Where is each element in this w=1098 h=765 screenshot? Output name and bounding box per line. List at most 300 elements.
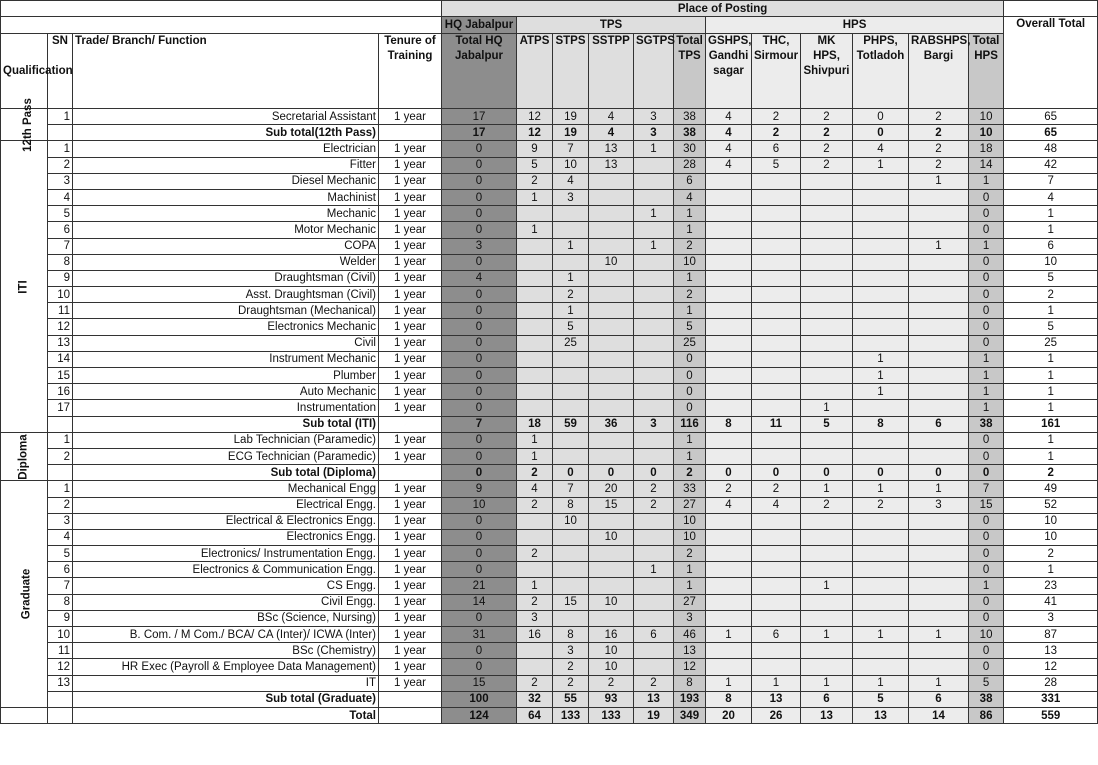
sgtps-cell: 2 bbox=[634, 497, 674, 513]
thc-cell bbox=[752, 659, 801, 675]
sgtps-cell: 1 bbox=[634, 562, 674, 578]
table-row bbox=[1, 448, 1098, 464]
sstpp-cell bbox=[589, 303, 634, 319]
sn-cell: 8 bbox=[48, 254, 73, 270]
total-tps-cell: 1 bbox=[674, 270, 706, 286]
mk-hps-cell bbox=[801, 319, 853, 335]
mk-hps-cell bbox=[801, 368, 853, 384]
rabshps-cell bbox=[909, 287, 969, 303]
thc-cell: 13 bbox=[752, 691, 801, 707]
sstpp-cell bbox=[589, 400, 634, 416]
sn-cell: 6 bbox=[48, 222, 73, 238]
mk-hps-cell bbox=[801, 529, 853, 545]
trade-cell: Draughtsman (Civil) bbox=[73, 270, 379, 286]
tenure-cell: 1 year bbox=[379, 157, 442, 173]
table-row bbox=[1, 303, 1098, 319]
overall-total-cell: 1 bbox=[1004, 384, 1098, 400]
total-hps-cell: 1 bbox=[969, 368, 1004, 384]
total-tps-cell: 3 bbox=[674, 610, 706, 626]
total-hps-cell: 0 bbox=[969, 206, 1004, 222]
phps-cell: 4 bbox=[853, 141, 909, 157]
thc-cell bbox=[752, 270, 801, 286]
total-hq-cell: 0 bbox=[442, 319, 517, 335]
overall-total-cell: 2 bbox=[1004, 465, 1098, 481]
total-hps-cell: 0 bbox=[969, 287, 1004, 303]
total-hps-cell: 10 bbox=[969, 627, 1004, 643]
gshps-cell bbox=[706, 173, 752, 189]
sn-cell: 3 bbox=[48, 513, 73, 529]
stps-cell: 5 bbox=[553, 319, 589, 335]
atps-cell bbox=[517, 368, 553, 384]
gshps-cell bbox=[706, 578, 752, 594]
gshps-cell bbox=[706, 206, 752, 222]
total-tps-cell: 1 bbox=[674, 303, 706, 319]
thc-cell: 2 bbox=[752, 125, 801, 141]
rabshps-cell bbox=[909, 368, 969, 384]
rabshps-cell bbox=[909, 529, 969, 545]
overall-total-cell: 1 bbox=[1004, 562, 1098, 578]
gshps-cell: 8 bbox=[706, 416, 752, 432]
atps-cell: 1 bbox=[517, 189, 553, 205]
stps-cell: 7 bbox=[553, 141, 589, 157]
total-hps-cell: 0 bbox=[969, 465, 1004, 481]
phps-cell bbox=[853, 546, 909, 562]
thc-cell bbox=[752, 368, 801, 384]
phps-header: PHPS, Totladoh bbox=[853, 34, 909, 109]
sgtps-cell bbox=[634, 448, 674, 464]
stps-cell: 10 bbox=[553, 513, 589, 529]
tenure-cell: 1 year bbox=[379, 432, 442, 448]
stps-cell: 59 bbox=[553, 416, 589, 432]
sgtps-cell bbox=[634, 319, 674, 335]
mk-hps-cell: 1 bbox=[801, 578, 853, 594]
total-tps-cell: 2 bbox=[674, 287, 706, 303]
gshps-cell bbox=[706, 319, 752, 335]
overall-total-cell: 1 bbox=[1004, 222, 1098, 238]
overall-total-cell: 23 bbox=[1004, 578, 1098, 594]
trade-cell: BSc (Science, Nursing) bbox=[73, 610, 379, 626]
overall-total-cell: 1 bbox=[1004, 351, 1098, 367]
trade-cell: Instrumentation bbox=[73, 400, 379, 416]
total-tps-cell: 2 bbox=[674, 546, 706, 562]
total-hps-cell: 0 bbox=[969, 270, 1004, 286]
total-hq-cell: 0 bbox=[442, 206, 517, 222]
tenure-cell: 1 year bbox=[379, 529, 442, 545]
atps-cell bbox=[517, 270, 553, 286]
sstpp-cell bbox=[589, 578, 634, 594]
mk-hps-header: MK HPS, Shivpuri bbox=[801, 34, 853, 109]
atps-cell: 64 bbox=[517, 707, 553, 723]
total-hq-cell: 0 bbox=[442, 562, 517, 578]
mk-hps-cell: 0 bbox=[801, 465, 853, 481]
mk-hps-cell: 2 bbox=[801, 157, 853, 173]
tenure-cell bbox=[379, 416, 442, 432]
table-row bbox=[1, 109, 1098, 125]
tenure-cell bbox=[379, 707, 442, 723]
tps-group-header: TPS bbox=[517, 17, 706, 34]
table-row bbox=[1, 206, 1098, 222]
rabshps-cell: 1 bbox=[909, 675, 969, 691]
phps-cell bbox=[853, 562, 909, 578]
sstpp-cell bbox=[589, 351, 634, 367]
gshps-cell bbox=[706, 238, 752, 254]
table-row bbox=[1, 546, 1098, 562]
trade-cell: HR Exec (Payroll & Employee Data Management) bbox=[73, 659, 379, 675]
sn-cell: 1 bbox=[48, 141, 73, 157]
sstpp-cell bbox=[589, 319, 634, 335]
gshps-cell: 4 bbox=[706, 157, 752, 173]
atps-cell bbox=[517, 643, 553, 659]
tenure-cell: 1 year bbox=[379, 546, 442, 562]
sgtps-cell: 1 bbox=[634, 238, 674, 254]
total-hq-cell: 0 bbox=[442, 400, 517, 416]
thc-cell: 5 bbox=[752, 157, 801, 173]
trade-cell: Sub total(12th Pass) bbox=[73, 125, 379, 141]
total-hps-cell: 0 bbox=[969, 432, 1004, 448]
rabshps-cell: 1 bbox=[909, 481, 969, 497]
stps-cell bbox=[553, 222, 589, 238]
sgtps-cell bbox=[634, 335, 674, 351]
gshps-cell bbox=[706, 222, 752, 238]
rabshps-cell bbox=[909, 189, 969, 205]
total-hq-cell: 7 bbox=[442, 416, 517, 432]
hq-group-header: HQ Jabalpur bbox=[442, 17, 517, 34]
total-tps-cell: 8 bbox=[674, 675, 706, 691]
rabshps-cell: 14 bbox=[909, 707, 969, 723]
phps-cell: 0 bbox=[853, 109, 909, 125]
trade-cell: Sub total (Graduate) bbox=[73, 691, 379, 707]
atps-cell: 3 bbox=[517, 610, 553, 626]
total-hq-cell: 31 bbox=[442, 627, 517, 643]
total-tps-cell: 1 bbox=[674, 432, 706, 448]
mk-hps-cell bbox=[801, 384, 853, 400]
thc-cell bbox=[752, 578, 801, 594]
mk-hps-cell bbox=[801, 222, 853, 238]
thc-cell bbox=[752, 254, 801, 270]
sgtps-cell: 1 bbox=[634, 206, 674, 222]
sstpp-cell bbox=[589, 287, 634, 303]
total-tps-cell: 13 bbox=[674, 643, 706, 659]
tenure-cell: 1 year bbox=[379, 270, 442, 286]
phps-cell: 1 bbox=[853, 368, 909, 384]
subtotal-row bbox=[1, 465, 1098, 481]
group-iti bbox=[1, 141, 48, 432]
mk-hps-cell: 1 bbox=[801, 481, 853, 497]
gshps-cell bbox=[706, 448, 752, 464]
table-row bbox=[1, 578, 1098, 594]
table-row bbox=[1, 481, 1098, 497]
thc-cell bbox=[752, 319, 801, 335]
mk-hps-cell bbox=[801, 238, 853, 254]
rabshps-cell: 6 bbox=[909, 691, 969, 707]
sstpp-cell bbox=[589, 513, 634, 529]
thc-cell: 2 bbox=[752, 481, 801, 497]
gshps-cell bbox=[706, 189, 752, 205]
gshps-cell bbox=[706, 562, 752, 578]
total-tps-cell: 0 bbox=[674, 400, 706, 416]
table-row bbox=[1, 141, 1098, 157]
rabshps-cell: 1 bbox=[909, 173, 969, 189]
rabshps-cell bbox=[909, 400, 969, 416]
sn-cell: 4 bbox=[48, 529, 73, 545]
sn-cell: 12 bbox=[48, 659, 73, 675]
phps-cell: 1 bbox=[853, 675, 909, 691]
sn-cell: 7 bbox=[48, 578, 73, 594]
total-tps-cell: 30 bbox=[674, 141, 706, 157]
table-row bbox=[1, 513, 1098, 529]
table-row bbox=[1, 157, 1098, 173]
mk-hps-cell bbox=[801, 513, 853, 529]
atps-cell bbox=[517, 238, 553, 254]
sn-header: SN bbox=[48, 34, 73, 109]
total-hps-cell: 0 bbox=[969, 562, 1004, 578]
stps-cell bbox=[553, 448, 589, 464]
stps-cell: 3 bbox=[553, 643, 589, 659]
total-hps-cell: 0 bbox=[969, 254, 1004, 270]
thc-cell bbox=[752, 448, 801, 464]
total-hps-cell: 1 bbox=[969, 351, 1004, 367]
phps-cell bbox=[853, 222, 909, 238]
table-row bbox=[1, 189, 1098, 205]
atps-cell bbox=[517, 287, 553, 303]
total-hq-cell: 21 bbox=[442, 578, 517, 594]
total-hps-cell: 0 bbox=[969, 643, 1004, 659]
atps-cell: 2 bbox=[517, 594, 553, 610]
thc-cell bbox=[752, 238, 801, 254]
overall-total-cell: 12 bbox=[1004, 659, 1098, 675]
mk-hps-cell bbox=[801, 546, 853, 562]
group-graduate bbox=[1, 481, 48, 708]
stps-cell bbox=[553, 368, 589, 384]
mk-hps-cell: 2 bbox=[801, 125, 853, 141]
total-hq-cell: 0 bbox=[442, 546, 517, 562]
sn-cell bbox=[48, 707, 73, 723]
rabshps-cell bbox=[909, 594, 969, 610]
header-blank-2 bbox=[1, 17, 442, 34]
overall-total-cell: 42 bbox=[1004, 157, 1098, 173]
atps-cell: 1 bbox=[517, 222, 553, 238]
table-row bbox=[1, 529, 1098, 545]
total-hps-cell: 10 bbox=[969, 109, 1004, 125]
stps-cell: 1 bbox=[553, 303, 589, 319]
thc-cell bbox=[752, 400, 801, 416]
total-hps-cell: 0 bbox=[969, 189, 1004, 205]
header-row-3 bbox=[1, 34, 1098, 109]
total-hps-cell: 15 bbox=[969, 497, 1004, 513]
atps-cell: 18 bbox=[517, 416, 553, 432]
sgtps-cell bbox=[634, 368, 674, 384]
trade-cell: Welder bbox=[73, 254, 379, 270]
rabshps-cell: 2 bbox=[909, 157, 969, 173]
stps-cell: 2 bbox=[553, 675, 589, 691]
sgtps-cell bbox=[634, 270, 674, 286]
sn-cell: 2 bbox=[48, 497, 73, 513]
rabshps-cell bbox=[909, 610, 969, 626]
sstpp-header: SSTPP bbox=[589, 34, 634, 109]
sgtps-cell: 2 bbox=[634, 481, 674, 497]
mk-hps-cell bbox=[801, 594, 853, 610]
phps-cell bbox=[853, 400, 909, 416]
trade-cell: Electronics Mechanic bbox=[73, 319, 379, 335]
gshps-cell bbox=[706, 270, 752, 286]
sgtps-cell bbox=[634, 303, 674, 319]
sstpp-cell: 10 bbox=[589, 659, 634, 675]
overall-total-cell: 7 bbox=[1004, 173, 1098, 189]
stps-cell: 0 bbox=[553, 465, 589, 481]
trade-cell: Total bbox=[73, 707, 379, 723]
sn-cell: 11 bbox=[48, 303, 73, 319]
stps-cell bbox=[553, 206, 589, 222]
sstpp-cell: 10 bbox=[589, 529, 634, 545]
thc-cell bbox=[752, 643, 801, 659]
gshps-cell bbox=[706, 287, 752, 303]
trade-cell: Mechanical Engg bbox=[73, 481, 379, 497]
total-hq-cell: 100 bbox=[442, 691, 517, 707]
trade-cell: Electrician bbox=[73, 141, 379, 157]
sstpp-cell bbox=[589, 384, 634, 400]
thc-cell bbox=[752, 173, 801, 189]
overall-total-cell: 5 bbox=[1004, 319, 1098, 335]
sstpp-cell bbox=[589, 546, 634, 562]
phps-cell: 0 bbox=[853, 125, 909, 141]
stps-cell: 133 bbox=[553, 707, 589, 723]
total-tps-cell: 38 bbox=[674, 109, 706, 125]
overall-total-cell: 559 bbox=[1004, 707, 1098, 723]
stps-cell: 8 bbox=[553, 627, 589, 643]
trade-cell: Diesel Mechanic bbox=[73, 173, 379, 189]
total-hq-cell: 0 bbox=[442, 465, 517, 481]
overall-total-cell: 1 bbox=[1004, 400, 1098, 416]
total-hps-cell: 0 bbox=[969, 303, 1004, 319]
gshps-cell: 1 bbox=[706, 675, 752, 691]
phps-cell bbox=[853, 319, 909, 335]
stps-cell: 15 bbox=[553, 594, 589, 610]
rabshps-cell bbox=[909, 222, 969, 238]
gshps-cell: 1 bbox=[706, 627, 752, 643]
total-hps-cell: 0 bbox=[969, 448, 1004, 464]
gshps-cell: 8 bbox=[706, 691, 752, 707]
total-hq-cell: 0 bbox=[442, 643, 517, 659]
total-tps-cell: 0 bbox=[674, 351, 706, 367]
mk-hps-cell: 5 bbox=[801, 416, 853, 432]
trade-cell: Auto Mechanic bbox=[73, 384, 379, 400]
thc-cell: 4 bbox=[752, 497, 801, 513]
overall-total-cell: 1 bbox=[1004, 432, 1098, 448]
sgtps-cell bbox=[634, 157, 674, 173]
sstpp-cell: 15 bbox=[589, 497, 634, 513]
atps-cell bbox=[517, 335, 553, 351]
sstpp-cell: 2 bbox=[589, 675, 634, 691]
atps-cell bbox=[517, 351, 553, 367]
table-row bbox=[1, 497, 1098, 513]
total-hq-cell: 0 bbox=[442, 303, 517, 319]
tenure-cell bbox=[379, 465, 442, 481]
table-row bbox=[1, 238, 1098, 254]
tenure-cell: 1 year bbox=[379, 351, 442, 367]
gshps-cell bbox=[706, 335, 752, 351]
trade-cell: Electrical & Electronics Engg. bbox=[73, 513, 379, 529]
tenure-cell: 1 year bbox=[379, 173, 442, 189]
total-hps-cell: 0 bbox=[969, 335, 1004, 351]
mk-hps-cell bbox=[801, 610, 853, 626]
trade-cell: IT bbox=[73, 675, 379, 691]
total-hq-cell: 4 bbox=[442, 270, 517, 286]
tenure-cell: 1 year bbox=[379, 206, 442, 222]
total-hps-cell: 1 bbox=[969, 400, 1004, 416]
sgtps-cell: 19 bbox=[634, 707, 674, 723]
phps-cell: 1 bbox=[853, 157, 909, 173]
overall-total-cell: 331 bbox=[1004, 691, 1098, 707]
sstpp-cell: 4 bbox=[589, 125, 634, 141]
trade-cell: Civil Engg. bbox=[73, 594, 379, 610]
stps-cell: 7 bbox=[553, 481, 589, 497]
sstpp-cell bbox=[589, 173, 634, 189]
table-row bbox=[1, 254, 1098, 270]
header-blank bbox=[1, 1, 442, 17]
table-row bbox=[1, 627, 1098, 643]
header-blank-right bbox=[1004, 1, 1098, 17]
thc-cell bbox=[752, 546, 801, 562]
total-tps-cell: 10 bbox=[674, 529, 706, 545]
sn-cell: 2 bbox=[48, 157, 73, 173]
sstpp-cell: 0 bbox=[589, 465, 634, 481]
atps-cell: 9 bbox=[517, 141, 553, 157]
thc-cell bbox=[752, 222, 801, 238]
group-diploma bbox=[1, 432, 48, 481]
sstpp-cell: 36 bbox=[589, 416, 634, 432]
atps-cell bbox=[517, 319, 553, 335]
total-hq-cell: 0 bbox=[442, 610, 517, 626]
total-tps-cell: 1 bbox=[674, 448, 706, 464]
overall-total-cell: 1 bbox=[1004, 206, 1098, 222]
sgtps-cell bbox=[634, 659, 674, 675]
total-hps-cell: 38 bbox=[969, 416, 1004, 432]
total-hps-cell: 0 bbox=[969, 529, 1004, 545]
overall-total-cell: 161 bbox=[1004, 416, 1098, 432]
stps-cell: 4 bbox=[553, 173, 589, 189]
sgtps-cell bbox=[634, 529, 674, 545]
rabshps-cell bbox=[909, 659, 969, 675]
atps-cell: 2 bbox=[517, 465, 553, 481]
thc-cell bbox=[752, 529, 801, 545]
sgtps-cell bbox=[634, 351, 674, 367]
sstpp-cell: 20 bbox=[589, 481, 634, 497]
phps-cell bbox=[853, 254, 909, 270]
tenure-cell: 1 year bbox=[379, 594, 442, 610]
phps-cell bbox=[853, 610, 909, 626]
mk-hps-cell: 2 bbox=[801, 109, 853, 125]
table-row bbox=[1, 400, 1098, 416]
thc-cell bbox=[752, 206, 801, 222]
phps-cell: 5 bbox=[853, 691, 909, 707]
total-tps-cell: 193 bbox=[674, 691, 706, 707]
mk-hps-cell bbox=[801, 254, 853, 270]
gshps-cell: 0 bbox=[706, 465, 752, 481]
sstpp-cell: 10 bbox=[589, 594, 634, 610]
sgtps-header: SGTPS bbox=[634, 34, 674, 109]
group-label: Diploma bbox=[18, 433, 30, 480]
rabshps-cell bbox=[909, 303, 969, 319]
stps-cell: 19 bbox=[553, 109, 589, 125]
thc-cell: 1 bbox=[752, 675, 801, 691]
thc-cell: 6 bbox=[752, 627, 801, 643]
trade-cell: Sub total (ITI) bbox=[73, 416, 379, 432]
gshps-cell bbox=[706, 368, 752, 384]
tenure-cell: 1 year bbox=[379, 319, 442, 335]
gshps-cell: 4 bbox=[706, 125, 752, 141]
sstpp-cell: 10 bbox=[589, 643, 634, 659]
atps-cell: 32 bbox=[517, 691, 553, 707]
